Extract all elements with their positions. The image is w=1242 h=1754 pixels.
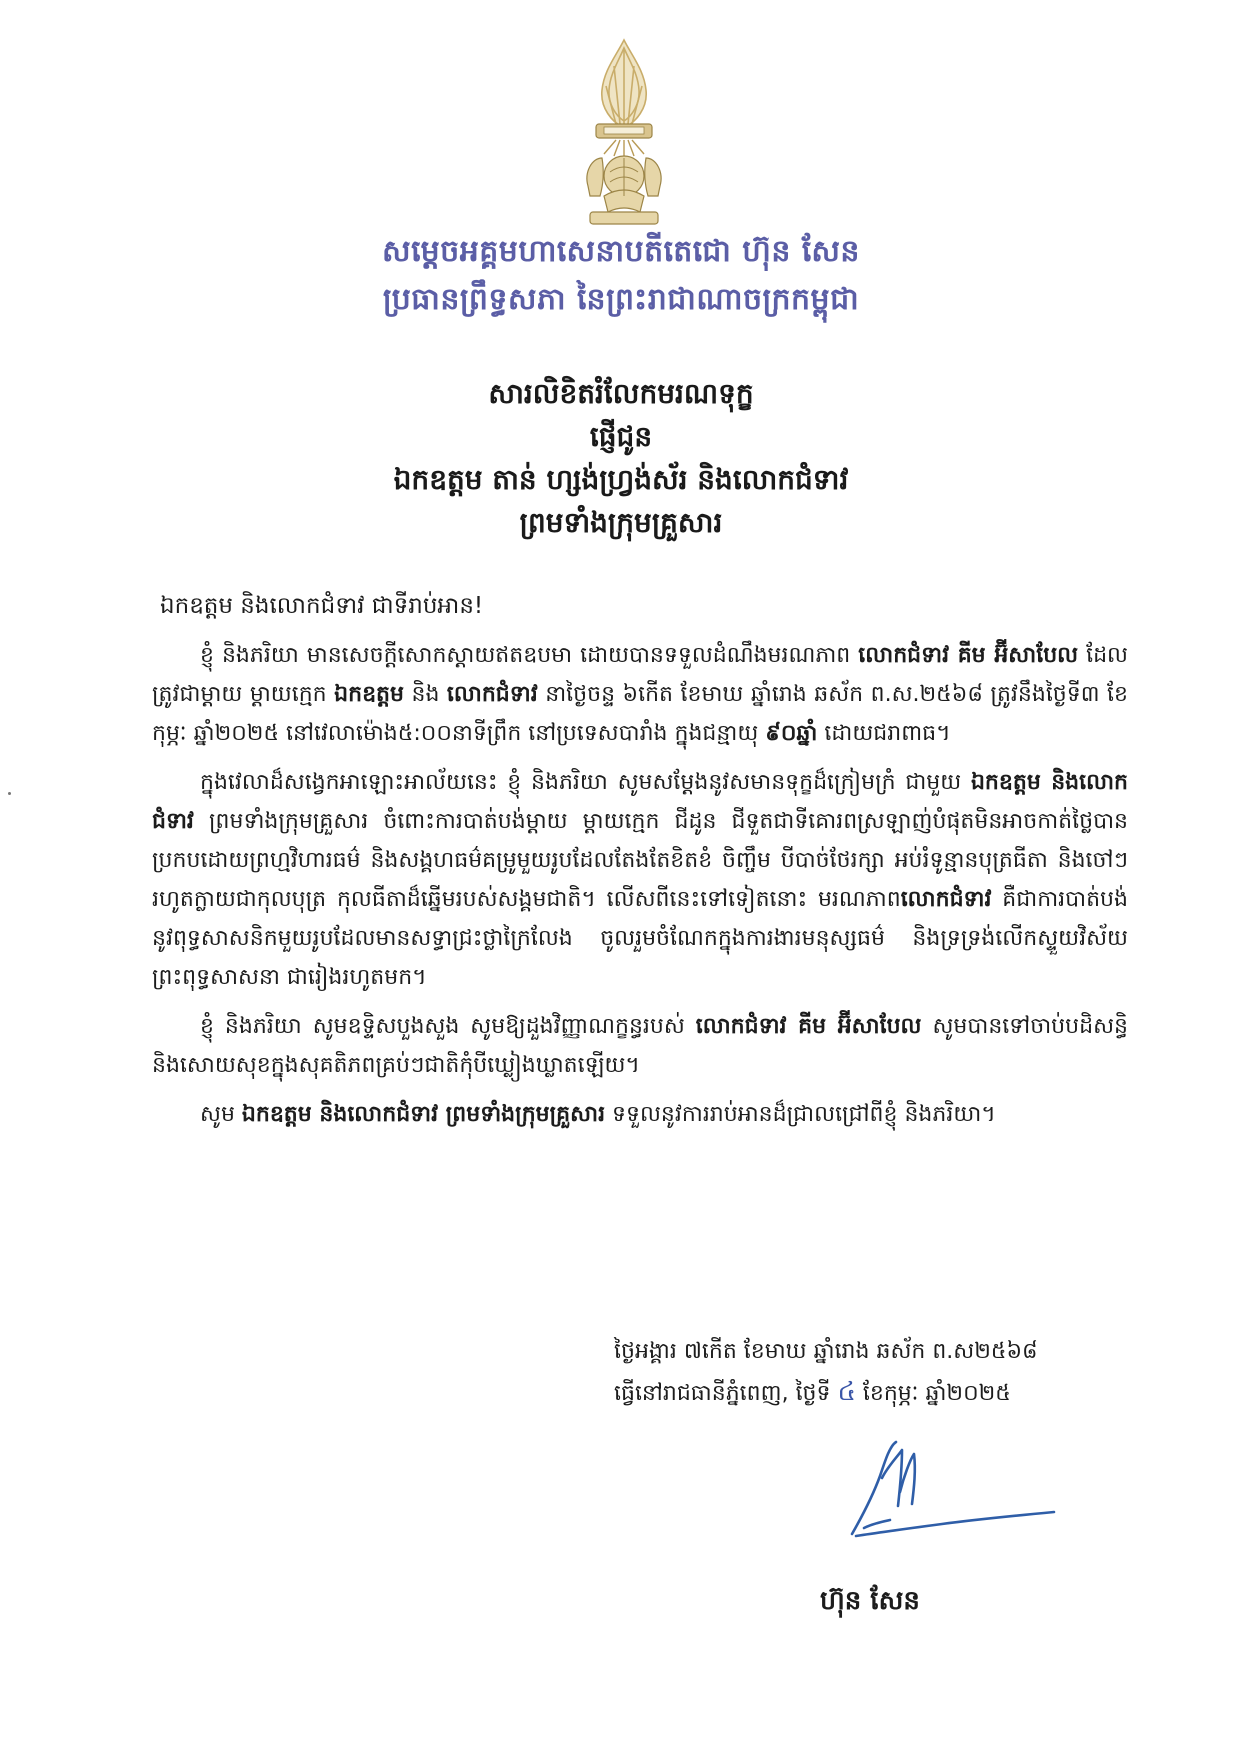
p1-bold-3: លោកជំទាវ: [446, 682, 538, 707]
handwritten-day: ៤: [837, 1377, 856, 1407]
letter-title: [0, 372, 1242, 544]
p2-text-2: ព្រមទាំងក្រុមគ្រួសារ ចំពោះការបាត់បង់ម្តាយ ម្តាយក្មេក ជីដូន ជីទួតជាទីគោរពស្រឡាញ់បំផុតមិនអាចកាត់ថ្លៃបានប្រកបដោយព្រហ្មវិហារធម៌ និងសង្គហធម៌គម្រូមួយរូបដែលតែងតែខិតខំ ចិញ្ចឹម បីបាច់ថែរក្សា អប់រំទូន្មានបុត្រធីតា និងចៅៗ រហូតក្លាយជាកុលបុត្រ កុលធីតាដ៏ឆ្នើមរបស់សង្គមជាតិ។ លើសពីនេះទៅទៀតនោះ មរណភាព: [152, 809, 1128, 912]
p1-text-5: ដោយជរាពាធ។: [817, 721, 951, 746]
paragraph-3: [152, 1007, 1128, 1085]
p1-text-4: នាថ្ងៃចន្ទ ៦កើត ខែមាឃ ឆ្នាំរោង ឆស័ក ព.ស.២៥៦៨ ត្រូវនឹងថ្ងៃទី៣ ខែកុម្ភៈ ឆ្នាំ២០២៥ នៅវេលាម៉ោង៥:០០នាទីព្រឹក នៅប្រទេសបារាំង ក្នុងជន្មាយុ: [152, 682, 1128, 746]
title-line-1: សារលិខិតរំលែកមរណទុក្ខ: [488, 377, 754, 410]
p2-text-1: ក្នុងវេលាដ៏សង្វេកអាឡោះអាល័យនេះ ខ្ញុំ និងភរិយា សូមសម្តែងនូវសមានទុក្ខដ៏ក្រៀមក្រំ ជាមួយ: [200, 770, 971, 795]
p2-text-3: គឺជាការបាត់បង់នូវពុទ្ធសាសនិកមួយរូបដែលមានសទ្ធាជ្រះថ្លាក្រៃលែង ចូលរួមចំណែកក្នុងការងារមនុស្សធម៌ និងទ្រទ្រង់លើកស្ទួយវិស័យព្រះពុទ្ធសាសនា ជារៀងរហូតមក។: [152, 887, 1128, 990]
p1-bold-2: ឯកឧត្តម: [334, 682, 404, 707]
letter-body: [152, 588, 1128, 1144]
signer-name: ហ៊ុន សែន: [820, 1586, 920, 1616]
title-line-3: ឯកឧត្តម តាន់ ហ្សង់ហ្វ្រង់ស័រ និងលោកជំទាវ: [393, 463, 849, 496]
paragraph-4: [152, 1095, 1128, 1134]
p4-text-2: ទទួលនូវការរាប់អានដ៏ជ្រាលជ្រៅពីខ្ញុំ និងភរិយា។: [605, 1102, 996, 1127]
place-date-suffix: ខែកុម្ភៈ ឆ្នាំ២០២៥: [855, 1381, 1011, 1406]
royal-emblem-icon: [574, 36, 674, 232]
p1-bold-1: លោកជំទាវ គីម អ៊ីសាបែល: [858, 643, 1079, 668]
p2-bold-2: លោកជំទាវ: [900, 887, 992, 912]
paragraph-2: [152, 763, 1128, 997]
title-line-2: ផ្ញើជូន: [589, 420, 653, 453]
p3-text-2: សូមបានទៅចាប់បដិសន្ធិ និងសោយសុខក្នុងសុគតិភពគ្រប់ៗជាតិកុំបីឃ្លៀងឃ្លាតឡើយ។: [152, 1014, 1128, 1078]
p3-bold-1: លោកជំទាវ គីម អ៊ីសាបែល: [695, 1014, 922, 1039]
place-date-prefix: ធ្វើនៅរាជធានីភ្នំពេញ, ថ្ងៃទី: [614, 1381, 838, 1406]
p3-text-1: ខ្ញុំ និងភរិយា សូមឧទ្ទិសបួងសួង សូមឱ្យដួងវិញ្ញាណក្ខន្ធរបស់: [200, 1014, 696, 1039]
letterhead-name: សម្តេចអគ្គមហាសេនាបតីតេជោ ហ៊ុន សែន: [382, 234, 860, 269]
paragraph-1: [152, 636, 1128, 753]
p1-text-2: ដែលត្រូវជាម្តាយ ម្តាយក្មេក: [152, 643, 1129, 707]
p4-text-1: សូម: [200, 1102, 242, 1127]
letterhead: [0, 228, 1242, 324]
date-block: [614, 1332, 1134, 1414]
p1-bold-4: ៩០ឆ្នាំ: [765, 721, 818, 746]
signature-icon: [842, 1436, 1062, 1556]
scan-mark: [8, 792, 11, 795]
letterhead-position: ប្រធានព្រឹទ្ធសភា នៃព្រះរាជាណាចក្រកម្ពុជា: [382, 282, 860, 317]
p2-bold-1: ឯកឧត្តម និងលោកជំទាវ: [152, 770, 1128, 834]
salutation: ឯកឧត្តម និងលោកជំទាវ ជាទីរាប់អាន!: [160, 593, 484, 619]
place-and-date: [614, 1372, 1134, 1414]
p1-text-1: ខ្ញុំ និងភរិយា មានសេចក្តីសោកស្តាយឥតឧបមា ដោយបានទទួលដំណឹងមរណភាព: [200, 643, 859, 668]
title-line-4: ព្រមទាំងក្រុមគ្រួសារ: [519, 506, 723, 539]
p4-bold-1: ឯកឧត្តម និងលោកជំទាវ ព្រមទាំងក្រុមគ្រួសារ: [241, 1102, 606, 1127]
p1-text-3: និង: [403, 682, 447, 707]
lunar-date: ថ្ងៃអង្គារ ៧កើត ខែមាឃ ឆ្នាំរោង ឆស័ក ព.ស២៥៦៨: [614, 1339, 1038, 1364]
